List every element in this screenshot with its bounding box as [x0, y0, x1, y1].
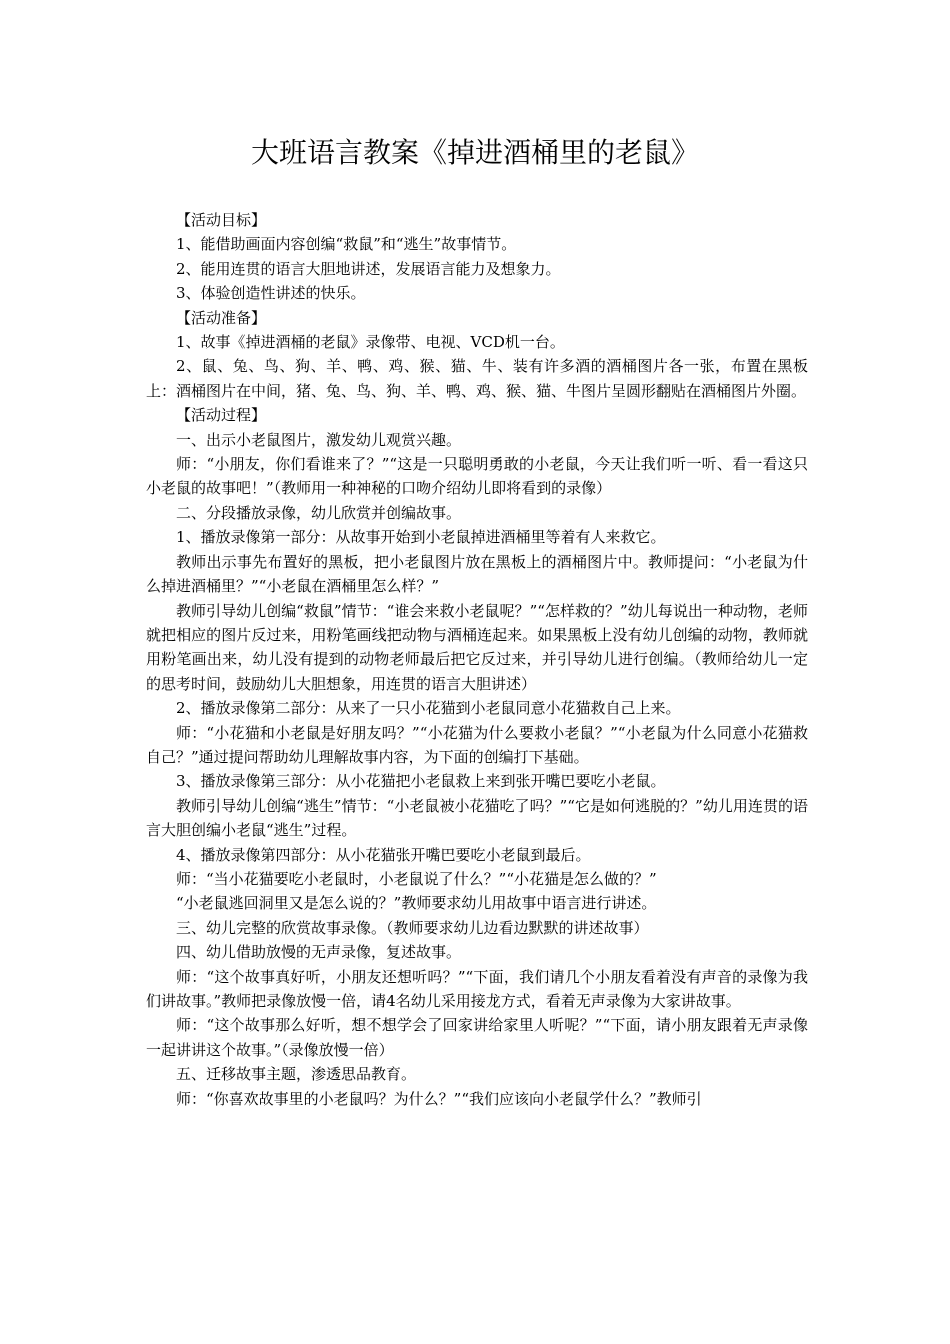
- process-paragraph: 师：“小朋友，你们看谁来了？”“这是一只聪明勇敢的小老鼠，今天让我们听一听、看一看这只小老鼠的故事吧！”（教师用一种神秘的口吻介绍幼儿即将看到的录像）: [146, 455, 808, 498]
- section-heading-goals: 【活动目标】: [176, 211, 267, 229]
- process-paragraph: 三、幼儿完整的欣赏故事录像。（教师要求幼儿边看边默默的讲述故事）: [176, 918, 649, 937]
- process-paragraph: 师：“这个故事那么好听，想不想学会了回家讲给家里人听呢？”“下面，请小朋友跟着无声录像一起讲讲这个故事。”（录像放慢一倍）: [146, 1016, 808, 1059]
- process-paragraph: 四、幼儿借助放慢的无声录像，复述故事。: [176, 943, 462, 962]
- process-paragraph: 二、分段播放录像，幼儿欣赏并创编故事。: [176, 503, 462, 522]
- process-paragraph: 3、播放录像第三部分：从小花猫把小老鼠救上来到张开嘴巴要吃小老鼠。: [176, 772, 666, 791]
- goal-item-3: 3、体验创造性讲述的快乐。: [176, 284, 366, 303]
- process-paragraph: 教师引导幼儿创编“逃生”情节：“小老鼠被小花猫吃了吗？”“它是如何逃脱的？”幼儿用连贯的语言大胆创编小老鼠“逃生”过程。: [146, 796, 808, 840]
- section-heading-preparation: 【活动准备】: [176, 308, 267, 327]
- preparation-item-2: 2、鼠、兔、鸟、狗、羊、鸭、鸡、猴、猫、牛、装有许多酒的酒桶图片各一张，布置在黑板上：酒桶图片在中间，猪、兔、鸟、狗、羊、鸭、鸡、猴、猫、牛图片呈圆形翻贴在酒桶图片外圈。: [146, 357, 808, 400]
- goal-item-2: 2、能用连贯的语言大胆地讲述，发展语言能力及想象力。: [176, 259, 561, 278]
- process-paragraph: 师：“这个故事真好听，小朋友还想听吗？”“下面，我们请几个小朋友看着没有声音的录像为我们讲故事。”教师把录像放慢一倍，请4名幼儿采用接龙方式，看着无声录像为大家讲故事。: [146, 967, 808, 1010]
- document-body: [146, 208, 808, 1111]
- process-paragraph: 4、播放录像第四部分：从小花猫张开嘴巴要吃小老鼠到最后。: [176, 845, 591, 864]
- process-paragraph: 教师引导幼儿创编“救鼠”情节：“谁会来救小老鼠呢？”“怎样救的？”幼儿每说出一种动物，老师就把相应的图片反过来，用粉笔画线把动物与酒桶连起来。如果黑板上没有幼儿创编的动物，教师就用粉笔画出来，幼儿没有提到的动物老师最后把它反过来，并引导幼儿进行创编。（教师给幼儿一定的思考时间，鼓励幼儿大胆想象，用连贯的语言大胆讲述）: [146, 601, 808, 693]
- document-title: 大班语言教案《掉进酒桶里的老鼠》: [250, 136, 699, 169]
- process-paragraph: 五、迁移故事主题，渗透思品教育。: [176, 1065, 417, 1084]
- process-paragraph: 1、播放录像第一部分：从故事开始到小老鼠掉进酒桶里等着有人来救它。: [176, 528, 666, 547]
- goal-item-1: 1、能借助画面内容创编“救鼠”和“逃生”故事情节。: [176, 235, 517, 254]
- process-paragraph: 师：“当小花猫要吃小老鼠时，小老鼠说了什么？”“小花猫是怎么做的？”: [176, 869, 657, 888]
- process-paragraph: 教师出示事先布置好的黑板，把小老鼠图片放在黑板上的酒桶图片中。教师提问：“小老鼠为什么掉进酒桶里？”“小老鼠在酒桶里怎么样？”: [146, 552, 808, 596]
- process-paragraph: 师：“小花猫和小老鼠是好朋友吗？”“小花猫为什么要救小老鼠？”“小老鼠为什么同意小花猫救自己？”通过提问帮助幼儿理解故事内容，为下面的创编打下基础。: [146, 723, 808, 766]
- process-paragraph: 2、播放录像第二部分：从来了一只小花猫到小老鼠同意小花猫救自己上来。: [176, 699, 681, 718]
- process-paragraph: 师：“你喜欢故事里的小老鼠吗？为什么？”“我们应该向小老鼠学什么？”教师引: [176, 1089, 702, 1108]
- process-paragraph: 一、出示小老鼠图片，激发幼儿观赏兴趣。: [176, 430, 462, 449]
- preparation-item-1: 1、故事《掉进酒桶的老鼠》录像带、电视、VCD机一台。: [176, 333, 565, 352]
- section-heading-process: 【活动过程】: [176, 406, 267, 425]
- process-paragraph: “小老鼠逃回洞里又是怎么说的？”教师要求幼儿用故事中语言进行讲述。: [176, 894, 657, 913]
